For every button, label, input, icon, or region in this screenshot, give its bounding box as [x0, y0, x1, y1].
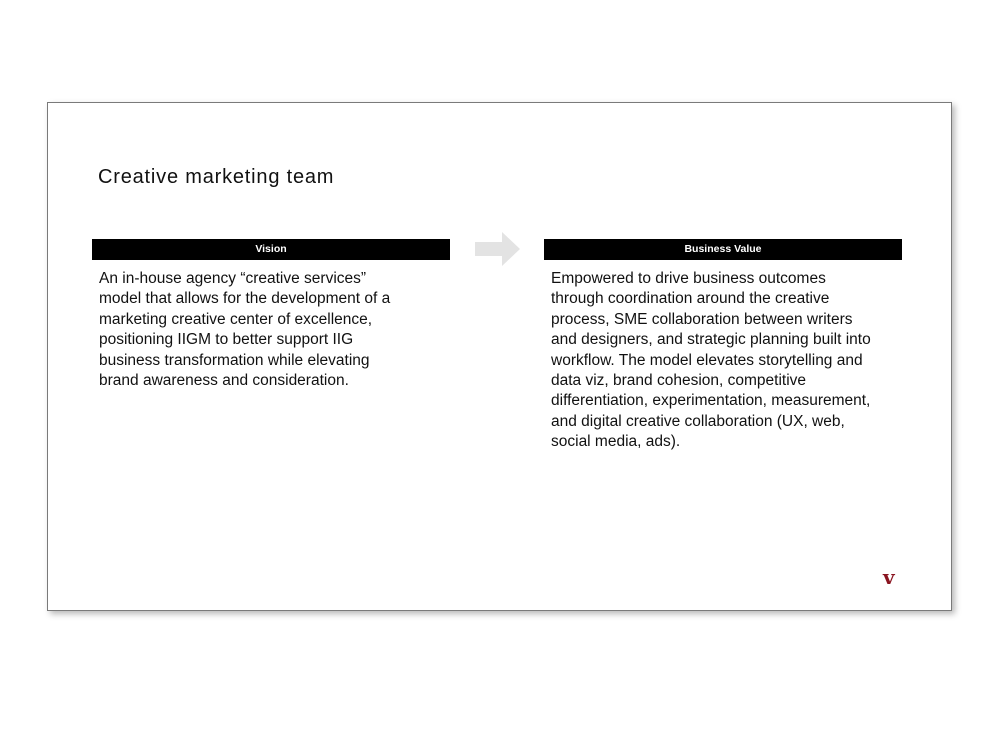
business-value-header: Business Value [544, 239, 902, 260]
slide-title: Creative marketing team [98, 166, 335, 188]
slide [47, 102, 952, 611]
arrow-right-icon [475, 231, 521, 267]
brand-logo: v [883, 565, 895, 589]
business-value-text: Empowered to drive business outcomes through coordination around the creative process, SME collaboration between writers and designers, and strategic planning built into workflow. The model elevates storytelling and data viz, brand cohesion, competitive differentiation, experimentation, measurement, and digital creative collaboration (UX, web, social media, ads). [551, 270, 871, 451]
vision-header: Vision [92, 239, 450, 260]
vision-text: An in-house agency “creative services” model that allows for the development of a marketing creative center of excellence, positioning IIGM to better support IIG business transformation while elevating brand awareness and consideration. [99, 270, 391, 390]
